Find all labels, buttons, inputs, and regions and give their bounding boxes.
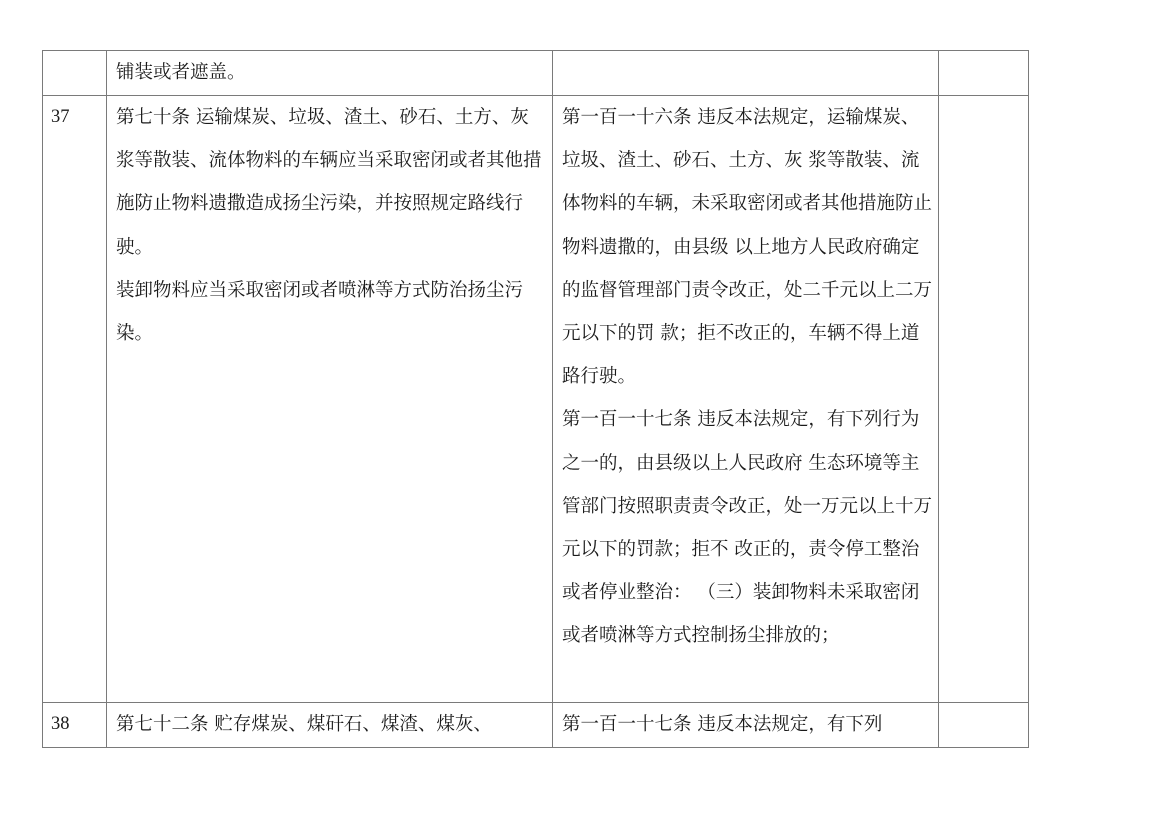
article-cell: [107, 96, 553, 703]
article-cell: [107, 51, 553, 96]
penalty-cell: [553, 51, 939, 96]
row-number-cell: 38: [43, 703, 107, 748]
penalty-cell: [553, 96, 939, 703]
article-cell: [107, 703, 553, 748]
remark-cell: [939, 703, 1029, 748]
row-number-cell: 37: [43, 96, 107, 703]
penalty-cell: [553, 703, 939, 748]
penalty-paragraph: 第一百一十七条 违反本法规定，有下列: [562, 714, 883, 735]
article-paragraph: 第七十条 运输煤炭、垃圾、渣土、砂石、土方、灰浆等散装、流体物料的车辆应当采取密闭或者其他措施防止物料遗撒造成扬尘污染，并按照规定路线行 驶。: [116, 107, 542, 258]
penalty-paragraph: 第一百一十六条 违反本法规定，运输煤炭、垃圾、渣土、砂石、土方、灰 浆等散装、流体物料的车辆，未采取密闭或者其他措施防止物料遗撒的，由县级 以上地方人民政府确定的监督管理部门责令改正，处二千元以上二万元以下的罚 款；拒不改正的，车辆不得上道路行驶。: [562, 107, 933, 388]
remark-cell: [939, 51, 1029, 96]
row-number-cell: [43, 51, 107, 96]
article-paragraph: 第七十二条 贮存煤炭、煤矸石、煤渣、煤灰、: [116, 714, 492, 735]
remark-cell: [939, 96, 1029, 703]
table-row: [43, 96, 1029, 703]
table-row: [43, 703, 1029, 748]
penalty-paragraph: 第一百一十七条 违反本法规定，有下列行为之一的，由县级以上人民政府 生态环境等主管部门按照职责责令改正，处一万元以上十万元以下的罚款；拒不 改正的，责令停工整治或者停业整治： （三）装卸物料未采取密闭或者喷淋等方式控制扬尘排放的；: [562, 409, 933, 647]
regulation-comparison-table: [42, 50, 1029, 748]
table-row: [43, 51, 1029, 96]
article-paragraph: 装卸物料应当采取密闭或者喷淋等方式防治扬尘污染。: [116, 279, 524, 345]
article-paragraph: 铺装或者遮盖。: [116, 62, 246, 83]
